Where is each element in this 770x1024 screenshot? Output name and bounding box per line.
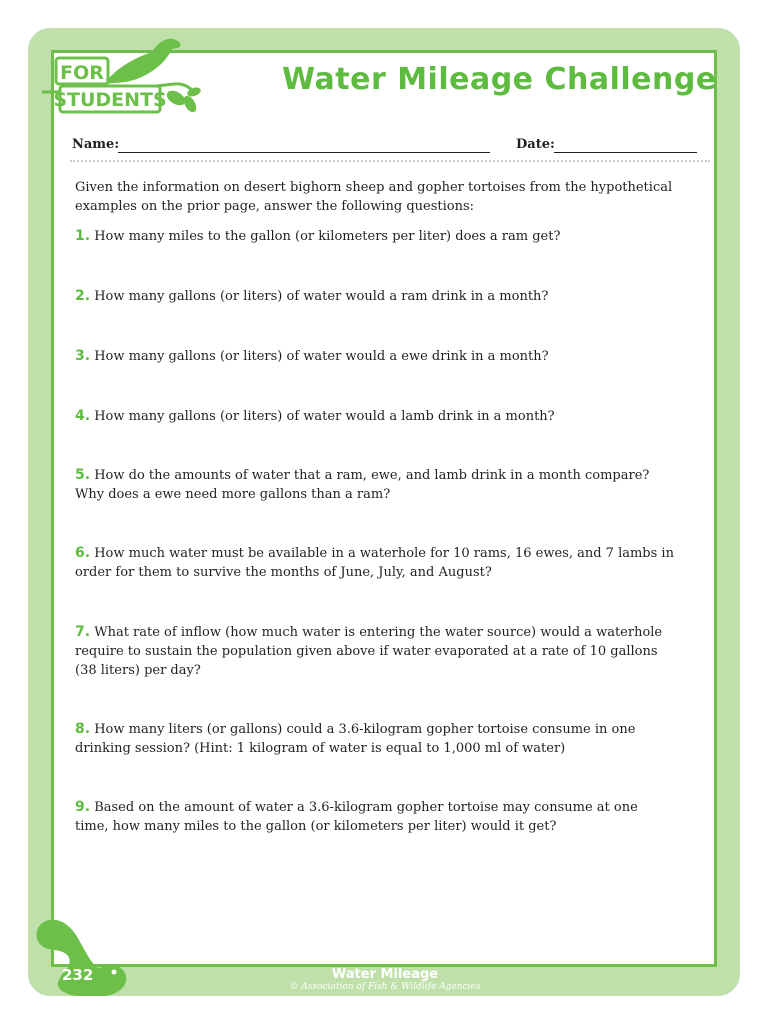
- question-2: [75, 287, 675, 306]
- question-number: 1.: [75, 228, 91, 244]
- footer-title: Water Mileage: [331, 967, 439, 982]
- badge-for: FOR: [60, 62, 104, 84]
- question-number: 6.: [75, 545, 91, 561]
- question-7: [75, 623, 675, 680]
- intro-text: Given the information on desert bighorn sheep and gopher tortoises from the hypothetical examples on the prior page, answer the following questions:: [75, 180, 673, 214]
- page-title: Water Mileage Challenge: [282, 62, 717, 97]
- question-6: [75, 544, 675, 582]
- question-text: How many gallons (or liters) of water would a ewe drink in a month?: [94, 349, 549, 364]
- date-label: Date:: [516, 137, 555, 152]
- question-3: [75, 347, 675, 366]
- name-date-row: [72, 137, 700, 152]
- question-number: 5.: [75, 467, 91, 483]
- question-text: How many gallons (or liters) of water would a lamb drink in a month?: [94, 409, 555, 424]
- question-number: 8.: [75, 721, 91, 737]
- question-number: 4.: [75, 408, 91, 424]
- question-number: 3.: [75, 348, 91, 364]
- name-label: Name:: [72, 137, 120, 152]
- question-8: [75, 720, 675, 758]
- question-5: [75, 466, 675, 504]
- question-4: [75, 407, 675, 426]
- question-text: How many gallons (or liters) of water would a ram drink in a month?: [94, 289, 549, 304]
- question-number: 9.: [75, 799, 91, 815]
- date-field[interactable]: [554, 152, 697, 153]
- question-9: [75, 798, 675, 836]
- question-1: [75, 227, 675, 246]
- question-text: How many miles to the gallon (or kilometers per liter) does a ram get?: [94, 229, 561, 244]
- question-text: How many liters (or gallons) could a 3.6-kilogram gopher tortoise consume in one drinking session? (Hint: 1 kilogram of water is equal to 1,000 ml of water): [75, 722, 636, 756]
- question-text: How much water must be available in a waterhole for 10 rams, 16 ewes, and 7 lambs in order for them to survive the months of June, July, and August?: [75, 546, 674, 580]
- for-students-badge: [34, 32, 204, 118]
- question-number: 2.: [75, 288, 91, 304]
- footer-copyright: © Association of Fish & Wildlife Agencies: [289, 982, 481, 992]
- badge-students: STUDENTS: [53, 89, 167, 111]
- question-number: 7.: [75, 624, 91, 640]
- question-text: Based on the amount of water a 3.6-kilogram gopher tortoise may consume at one time, how many miles to the gallon (or kilometers per liter) would it get?: [75, 800, 638, 834]
- page-number: 232: [62, 966, 94, 984]
- question-text: What rate of inflow (how much water is entering the water source) would a waterhole require to sustain the population given above if water evaporated at a rate of 10 gallons (38 liters) per day?: [75, 625, 663, 678]
- bird-icon: [104, 39, 180, 84]
- dotted-divider: [70, 160, 710, 162]
- name-field[interactable]: [118, 152, 490, 153]
- question-text: How do the amounts of water that a ram, ewe, and lamb drink in a month compare? Why does a ewe need more gallons than a ram?: [75, 468, 650, 502]
